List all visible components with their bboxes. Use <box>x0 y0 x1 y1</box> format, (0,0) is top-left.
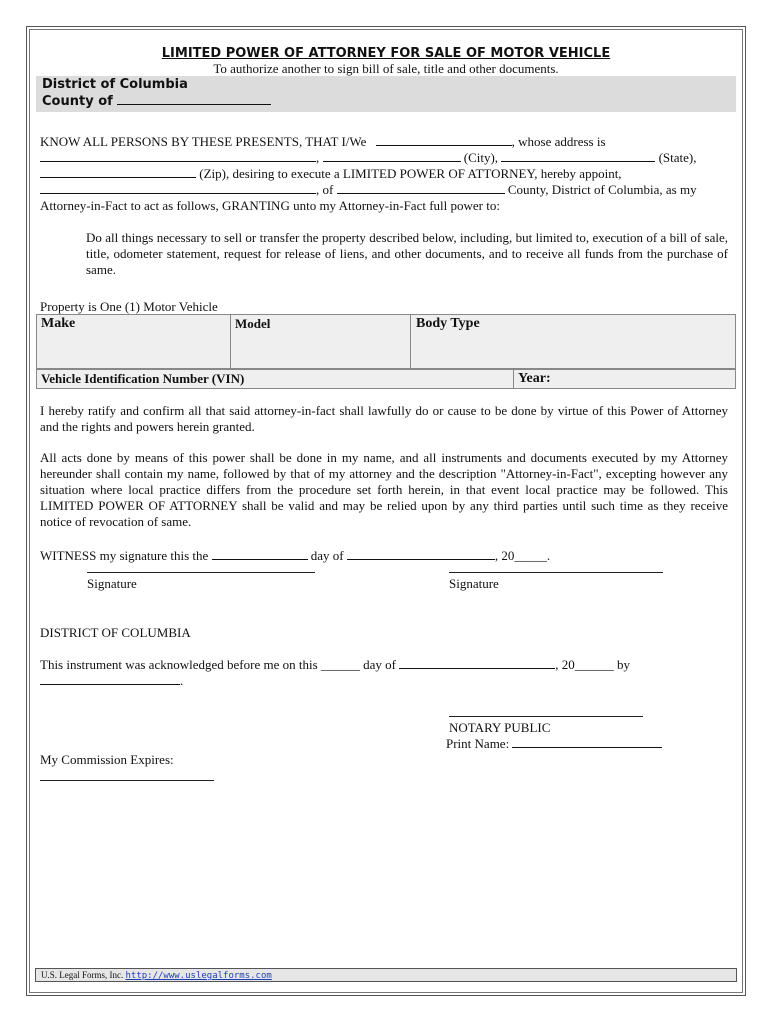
signature-line-right[interactable] <box>449 572 663 573</box>
county-line <box>42 93 730 110</box>
intro-line-1 <box>40 134 736 150</box>
powers-paragraph: Do all things necessary to sell or transfer the property described below, including, but limited to, execution of a bill of sale, title, odometer statement, request for release of liens, and other documents, and to receive all funds from the purchase of same. <box>86 230 728 277</box>
ack-text-b: , 20______ by <box>555 657 630 672</box>
body-type-cell[interactable] <box>411 315 736 369</box>
intro-line-5: Attorney-in-Fact to act as follows, GRANTING unto my Attorney-in-Fact full power to: <box>40 198 500 213</box>
witness-text-b: day of <box>310 548 344 563</box>
year-cell[interactable] <box>514 370 736 389</box>
year-label: Year: <box>518 371 551 386</box>
property-heading: Property is One (1) Motor Vehicle <box>40 299 218 314</box>
document-subtitle: To authorize another to sign bill of sale, title and other documents. <box>213 61 559 76</box>
signature-line-left[interactable] <box>87 572 315 573</box>
city-field[interactable] <box>323 150 461 162</box>
notary-signature-line[interactable] <box>449 716 643 717</box>
county-field[interactable] <box>117 93 271 105</box>
intro-line-2: , (City), (State), <box>40 150 736 166</box>
district-label: District of Columbia <box>42 77 188 92</box>
grantor-name-field[interactable] <box>376 134 512 146</box>
witness-text-c: , 20_____. <box>494 548 551 563</box>
witness-line <box>36 548 736 564</box>
acknowledgment-line <box>40 657 730 673</box>
document-title: LIMITED POWER OF ATTORNEY FOR SALE OF MOTOR VEHICLE <box>161 46 611 61</box>
address-field[interactable] <box>40 150 316 162</box>
print-name-field[interactable] <box>512 736 662 748</box>
signature-label-right: Signature <box>449 576 499 591</box>
make-label: Make <box>41 316 76 331</box>
signature-label-left: Signature <box>87 576 137 591</box>
notary-state: DISTRICT OF COLUMBIA <box>40 625 191 640</box>
acknowledged-by-field[interactable] <box>40 673 180 685</box>
state-field[interactable] <box>501 150 655 162</box>
acknowledged-by-line <box>40 673 183 689</box>
intro-paragraph <box>36 134 736 214</box>
ack-period: . <box>180 673 184 688</box>
intro-text-a: KNOW ALL PERSONS BY THESE PRESENTS, THAT I/We <box>40 134 367 149</box>
commission-expires-line[interactable] <box>40 780 214 781</box>
document-page <box>36 46 736 564</box>
print-name-line <box>446 736 662 752</box>
vehicle-table <box>36 314 736 369</box>
ack-month-field[interactable] <box>399 657 555 669</box>
make-cell[interactable] <box>37 315 231 369</box>
ack-text-a: This instrument was acknowledged before me on this ______ day of <box>40 657 396 672</box>
of-label: , of <box>316 182 334 197</box>
zip-label: (Zip), desiring to execute a LIMITED POWER OF ATTORNEY, hereby appoint, <box>199 166 622 181</box>
witness-day-field[interactable] <box>212 548 308 560</box>
print-name-label: Print Name: <box>446 736 510 751</box>
footer-url-link[interactable]: http://www.uslegalforms.com <box>125 971 272 981</box>
model-cell[interactable] <box>231 315 411 369</box>
footer-company: U.S. Legal Forms, Inc. <box>41 970 124 980</box>
footer-bar <box>35 968 737 982</box>
intro-line-4 <box>40 182 736 198</box>
model-label: Model <box>235 316 271 331</box>
commission-label: My Commission Expires: <box>40 752 174 767</box>
intro-line-3 <box>40 166 736 182</box>
vin-cell[interactable] <box>37 370 514 389</box>
witness-month-field[interactable] <box>347 548 495 560</box>
state-label: (State), <box>658 150 697 165</box>
vehicle-row-2 <box>37 370 736 389</box>
vin-table <box>36 369 736 389</box>
jurisdiction-banner <box>36 76 736 112</box>
attorney-county-field[interactable] <box>337 182 505 194</box>
vehicle-row-1 <box>37 315 736 369</box>
body-type-label: Body Type <box>416 316 480 331</box>
vin-label: Vehicle Identification Number (VIN) <box>41 371 245 386</box>
city-label: (City), <box>463 150 499 165</box>
notary-title: NOTARY PUBLIC <box>449 720 551 735</box>
county-label: County of <box>42 94 113 109</box>
acts-paragraph: All acts done by means of this power shall be done in my name, and all instruments and documents executed by my Attorney hereunder shall contain my name, followed by that of my attorney and the description "Attorney-in-Fact", excepting however any situation where local practice differs from the procedure set forth herein, in that event local practice may be followed. This LIMITED POWER OF ATTORNEY shall be valid and may be relied upon by any third parties until such time as they receive notice of revocation of same. <box>40 450 728 529</box>
zip-field[interactable] <box>40 166 196 178</box>
ratify-paragraph: I hereby ratify and confirm all that said attorney-in-fact shall lawfully do or cause to be done by virtue of this Power of Attorney and the rights and powers herein granted. <box>40 403 728 434</box>
witness-text-a: WITNESS my signature this the <box>40 548 209 563</box>
intro-text-b: , whose address is <box>511 134 606 149</box>
county-dc-label: County, District of Columbia, as my <box>507 182 697 197</box>
attorney-name-field[interactable] <box>40 182 316 194</box>
